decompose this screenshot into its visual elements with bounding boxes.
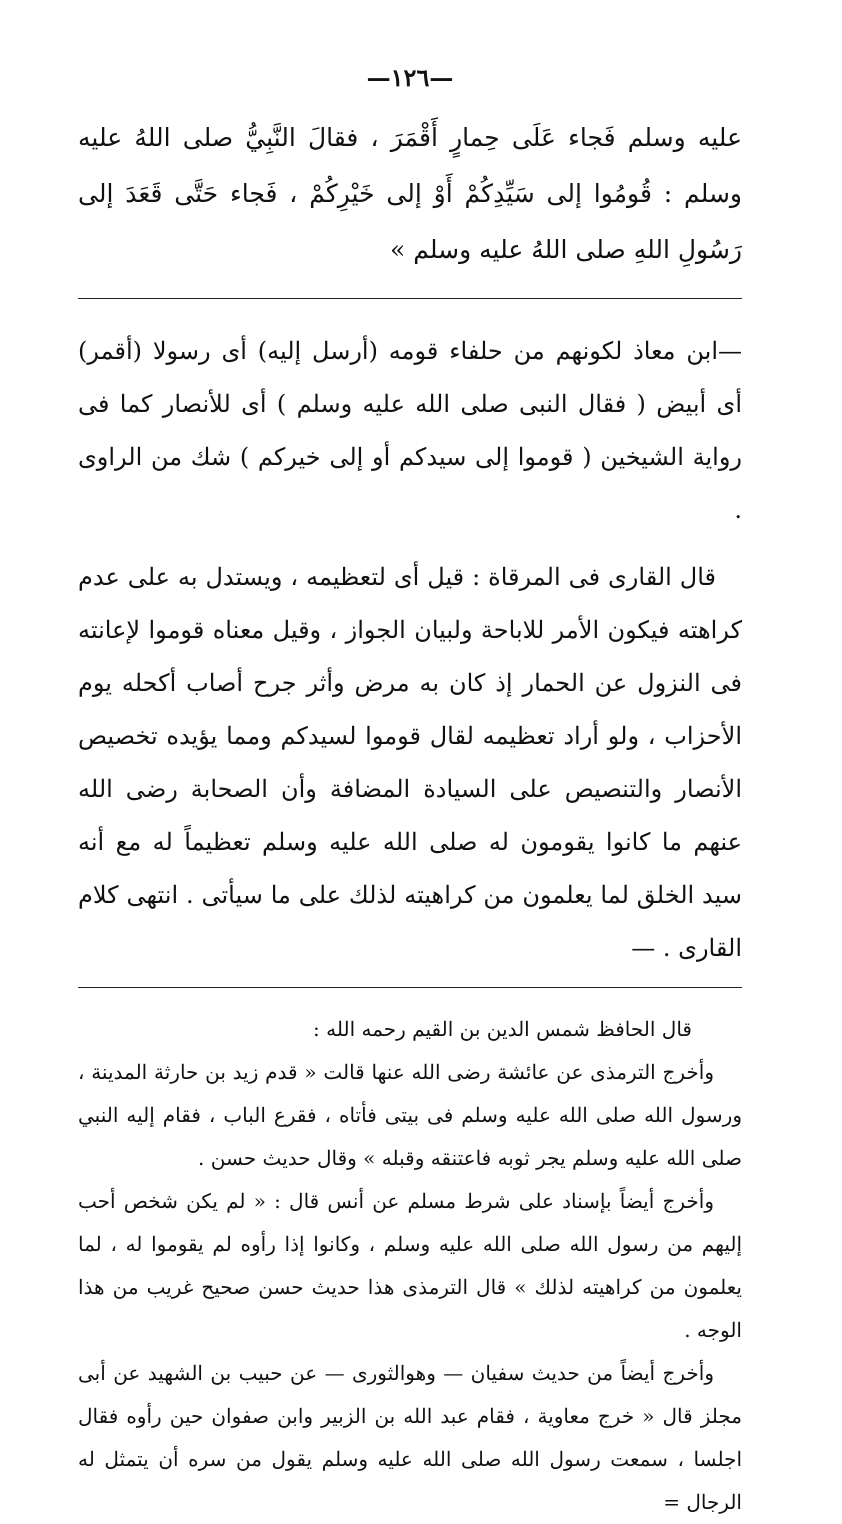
commentary-paragraph (78, 551, 742, 975)
end-dash: — (631, 934, 656, 962)
footnote-section (78, 1008, 742, 1524)
footnote-paragraph: وأخرج الترمذى عن عائشة رضى الله عنها قالت « قدم زيد بن حارثة المدينة ، ورسول الله صلى الله عليه وسلم فى بيتى فأتاه ، فقرع الباب ، فقام إليه النبي صلى الله عليه وسلم يجر ثوبه فاعتنقه وقبله » وقال حديث حسن . (78, 1060, 742, 1170)
commentary-section (78, 325, 742, 975)
separator-line (78, 298, 742, 299)
footnote-separator-line (78, 987, 742, 988)
footnote-paragraph: وأخرج أيضاً من حديث سفيان — وهوالثورى — عن حبيب بن الشهيد عن أبى مجلز قال « خرج معاوية ، فقام عبد الله بن الزبير وابن صفوان حين رأوه فقال اجلسا ، سمعت رسول الله صلى الله عليه وسلم يقول من سره أن يتمثل له الرجال = (78, 1361, 742, 1514)
book-page (78, 58, 742, 1514)
footnote-paragraph: وأخرج أيضاً بإسناد على شرط مسلم عن أنس قال : « لم يكن شخص أحب إليهم من رسول الله صلى الله عليه وسلم ، وكانوا إذا رأوه لم يقوموا له ، لما يعلمون من كراهيته لذلك » قال الترمذى هذا حديث حسن صحيح غريب من هذا الوجه . (78, 1189, 742, 1342)
footnote-heading: قال الحافظ شمس الدين بن القيم رحمه الله : (313, 1017, 692, 1041)
commentary-text: قال القارى فى المرقاة : قيل أى لتعظيمه ، ويستدل به على عدم كراهته فيكون الأمر للاباحة ولبيان الجواز ، وقيل معناه قوموا لإعانته فى النزول عن الحمار إذ كان به مرض وأثر جرح أصاب أكحله يوم الأحزاب ، ولو أراد تعظيمه لقال قوموا لسيدكم ومما يؤيده تخصيص الأنصار والتنصيص على السيادة المضافة وأن الصحابة رضى الله عنهم ما كانوا يقومون له صلى الله عليه وسلم تعظيماً له مع أنه سيد الخلق لما يعلمون من كراهيته لذلك على ما سيأتى . انتهى كلام القارى . (78, 563, 742, 962)
hadith-text: عليه وسلم فَجاء عَلَى حِمارٍ أَقْمَرَ ، فقالَ النَّبِيُّ صلى اللهُ عليه وسلم : قُومُوا إلى سَيِّدِكُمْ أَوْ إلى خَيْرِكُمْ ، فَجاء حَتَّى قَعَدَ إلى رَسُولِ اللهِ صلى اللهُ عليه وسلم » (78, 123, 742, 264)
page-number: —١٢٦— (366, 63, 454, 92)
commentary-paragraph: —ابن معاذ لكونهم من حلفاء قومه (أرسل إليه) أى رسولا (أقمر) أى أبيض ( فقال النبى صلى الله عليه وسلم ) أى للأنصار كما فى رواية الشيخين ( قوموا إلى سيدكم أو إلى خيركم ) شك من الراوى . (78, 337, 742, 524)
